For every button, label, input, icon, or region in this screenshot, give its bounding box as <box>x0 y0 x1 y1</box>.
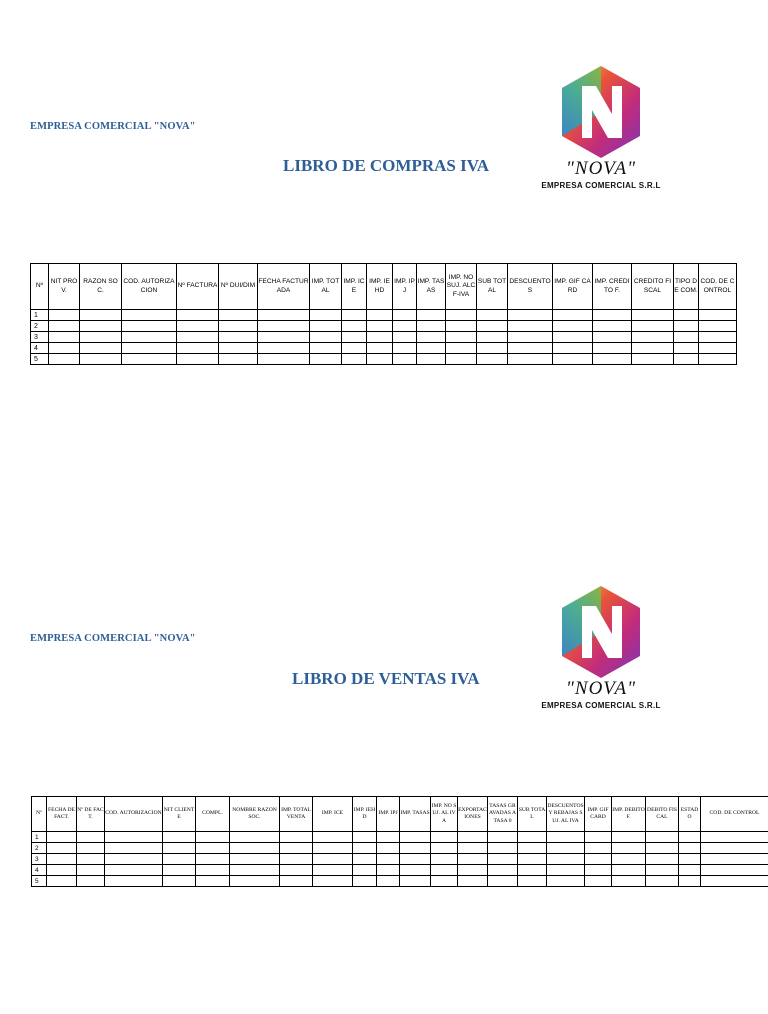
column-header: IMP. ICE <box>313 797 353 832</box>
table-cell[interactable] <box>646 832 679 843</box>
table-cell[interactable] <box>632 321 674 332</box>
table-cell[interactable] <box>699 310 737 321</box>
table-cell[interactable] <box>585 832 612 843</box>
column-header: IMP. CREDITO F. <box>593 264 632 310</box>
table-cell[interactable] <box>679 876 701 887</box>
table-cell[interactable] <box>674 310 699 321</box>
table-cell[interactable] <box>477 321 508 332</box>
table-cell[interactable] <box>219 332 258 343</box>
column-header: NOMBRE RAZON SOC. <box>230 797 280 832</box>
table-cell[interactable] <box>313 854 353 865</box>
table-cell[interactable] <box>400 854 431 865</box>
company-name-ventas: EMPRESA COMERCIAL "NOVA" <box>30 633 196 644</box>
table-cell[interactable] <box>219 343 258 354</box>
table-cell[interactable] <box>47 865 77 876</box>
table-row <box>32 865 768 876</box>
table-cell[interactable] <box>80 343 122 354</box>
table-cell[interactable] <box>280 843 313 854</box>
table-cell[interactable] <box>77 865 105 876</box>
table-cell[interactable] <box>258 332 310 343</box>
table-cell[interactable] <box>177 321 219 332</box>
table-cell[interactable] <box>258 343 310 354</box>
table-cell[interactable] <box>353 854 377 865</box>
column-header: SUB TOTAL <box>518 797 547 832</box>
table-cell[interactable] <box>699 354 737 365</box>
table-cell[interactable] <box>310 321 342 332</box>
table-cell[interactable] <box>80 310 122 321</box>
table-cell[interactable] <box>400 843 431 854</box>
table-cell[interactable] <box>393 332 417 343</box>
table-cell[interactable] <box>377 854 400 865</box>
table-cell[interactable] <box>477 332 508 343</box>
table-cell[interactable] <box>342 310 367 321</box>
table-cell[interactable] <box>400 876 431 887</box>
table-row <box>32 876 768 887</box>
row-number: 3 <box>32 854 47 865</box>
table-cell[interactable] <box>230 832 280 843</box>
column-header: Nº DUI/DIM <box>219 264 258 310</box>
table-cell[interactable] <box>177 343 219 354</box>
column-header: NIT PROV. <box>49 264 80 310</box>
nova-n-logo-icon <box>558 64 644 160</box>
table-cell[interactable] <box>400 832 431 843</box>
table-cell[interactable] <box>342 321 367 332</box>
table-cell[interactable] <box>508 310 553 321</box>
column-header: IMP. DEBITO F. <box>612 797 646 832</box>
table-cell[interactable] <box>547 854 585 865</box>
table-cell[interactable] <box>458 865 488 876</box>
table-cell[interactable] <box>417 310 446 321</box>
table-cell[interactable] <box>679 865 701 876</box>
column-header: CREDITO FISCAL <box>632 264 674 310</box>
table-cell[interactable] <box>196 865 230 876</box>
table-cell[interactable] <box>353 876 377 887</box>
table-cell[interactable] <box>458 832 488 843</box>
table-cell[interactable] <box>105 843 163 854</box>
table-cell[interactable] <box>593 354 632 365</box>
table-cell[interactable] <box>508 354 553 365</box>
table-cell[interactable] <box>163 865 196 876</box>
table-cell[interactable] <box>632 343 674 354</box>
table-cell[interactable] <box>431 854 458 865</box>
table-cell[interactable] <box>49 310 80 321</box>
table-cell[interactable] <box>458 843 488 854</box>
table-cell[interactable] <box>446 343 477 354</box>
table-cell[interactable] <box>280 854 313 865</box>
table-cell[interactable] <box>417 354 446 365</box>
table-cell[interactable] <box>553 310 593 321</box>
row-number: 1 <box>32 832 47 843</box>
table-cell[interactable] <box>646 876 679 887</box>
table-cell[interactable] <box>177 354 219 365</box>
column-header: IMP. GIF CARD <box>585 797 612 832</box>
table-cell[interactable] <box>77 843 105 854</box>
table-cell[interactable] <box>701 854 768 865</box>
column-header: FECHA DE FACT. <box>47 797 77 832</box>
table-cell[interactable] <box>417 321 446 332</box>
table-cell[interactable] <box>177 332 219 343</box>
table-row <box>31 354 737 365</box>
column-header: IMP. IEHD <box>353 797 377 832</box>
table-cell[interactable] <box>585 865 612 876</box>
table-row <box>32 854 768 865</box>
table-cell[interactable] <box>488 876 518 887</box>
table-cell[interactable] <box>417 343 446 354</box>
table-cell[interactable] <box>446 321 477 332</box>
table-cell[interactable] <box>377 832 400 843</box>
table-cell[interactable] <box>393 310 417 321</box>
table-cell[interactable] <box>313 832 353 843</box>
table-cell[interactable] <box>553 332 593 343</box>
column-header: IMP. TASAS <box>400 797 431 832</box>
table-cell[interactable] <box>547 865 585 876</box>
table-cell[interactable] <box>367 354 393 365</box>
table-cell[interactable] <box>310 343 342 354</box>
table-row <box>31 321 737 332</box>
table-cell[interactable] <box>280 876 313 887</box>
table-cell[interactable] <box>77 876 105 887</box>
table-cell[interactable] <box>105 854 163 865</box>
table-row <box>31 343 737 354</box>
table-cell[interactable] <box>49 343 80 354</box>
table-cell[interactable] <box>612 832 646 843</box>
table-cell[interactable] <box>367 321 393 332</box>
column-header: IMP. NO SUJ. ALCF-IVA <box>446 264 477 310</box>
column-header: DESCUENTOS <box>508 264 553 310</box>
table-cell[interactable] <box>585 854 612 865</box>
table-cell[interactable] <box>431 865 458 876</box>
table-row <box>32 832 768 843</box>
column-header: DEBITO FISCAL <box>646 797 679 832</box>
table-cell[interactable] <box>122 310 177 321</box>
table-cell[interactable] <box>367 343 393 354</box>
company-logo-compras <box>526 64 676 190</box>
table-cell[interactable] <box>196 876 230 887</box>
table-cell[interactable] <box>80 321 122 332</box>
table-cell[interactable] <box>508 332 553 343</box>
table-cell[interactable] <box>518 832 547 843</box>
column-header: IMP. TASAS <box>417 264 446 310</box>
table-cell[interactable] <box>342 332 367 343</box>
row-number: 2 <box>31 321 49 332</box>
table-row <box>31 310 737 321</box>
table-cell[interactable] <box>632 354 674 365</box>
table-cell[interactable] <box>679 854 701 865</box>
table-cell[interactable] <box>508 343 553 354</box>
table-cell[interactable] <box>230 865 280 876</box>
table-cell[interactable] <box>393 321 417 332</box>
column-header: EXPORTACIONES <box>458 797 488 832</box>
table-cell[interactable] <box>353 865 377 876</box>
table-cell[interactable] <box>49 332 80 343</box>
table-cell[interactable] <box>477 310 508 321</box>
column-header: IMP. NO SUJ. AL IVA <box>431 797 458 832</box>
table-cell[interactable] <box>612 854 646 865</box>
table-cell[interactable] <box>313 843 353 854</box>
row-number: 1 <box>31 310 49 321</box>
table-cell[interactable] <box>612 843 646 854</box>
table-cell[interactable] <box>699 321 737 332</box>
table-cell[interactable] <box>230 854 280 865</box>
table-cell[interactable] <box>518 865 547 876</box>
column-header: TIPO DE COM. <box>674 264 699 310</box>
company-logo-ventas <box>526 584 676 710</box>
table-cell[interactable] <box>431 843 458 854</box>
table-cell[interactable] <box>122 321 177 332</box>
column-header: DESCUENTOS Y REBAJAS SUJ. AL IVA <box>547 797 585 832</box>
column-header: IMP. GIF CARD <box>553 264 593 310</box>
logo-brand-text: "NOVA" <box>565 158 637 179</box>
table-cell[interactable] <box>679 832 701 843</box>
column-header: IMP. IPJ <box>393 264 417 310</box>
table-cell[interactable] <box>80 332 122 343</box>
table-cell[interactable] <box>458 876 488 887</box>
row-number: 3 <box>31 332 49 343</box>
table-cell[interactable] <box>488 865 518 876</box>
table-cell[interactable] <box>377 843 400 854</box>
table-cell[interactable] <box>47 854 77 865</box>
table-cell[interactable] <box>674 332 699 343</box>
table-cell[interactable] <box>553 354 593 365</box>
column-header: FECHA FACTURADA <box>258 264 310 310</box>
table-cell[interactable] <box>80 354 122 365</box>
table-cell[interactable] <box>400 865 431 876</box>
table-cell[interactable] <box>646 843 679 854</box>
table-cell[interactable] <box>593 332 632 343</box>
table-cell[interactable] <box>701 843 768 854</box>
table-cell[interactable] <box>593 321 632 332</box>
row-number: 4 <box>31 343 49 354</box>
table-cell[interactable] <box>679 843 701 854</box>
table-cell[interactable] <box>518 854 547 865</box>
table-cell[interactable] <box>417 332 446 343</box>
table-row <box>31 332 737 343</box>
ventas-header-row <box>32 797 768 832</box>
table-cell[interactable] <box>547 832 585 843</box>
column-header: COMPL. <box>196 797 230 832</box>
table-cell[interactable] <box>446 332 477 343</box>
table-cell[interactable] <box>431 832 458 843</box>
table-cell[interactable] <box>632 332 674 343</box>
table-cell[interactable] <box>701 876 768 887</box>
column-header: TASAS GRAVADAS A TASA 0 <box>488 797 518 832</box>
table-cell[interactable] <box>646 865 679 876</box>
column-header: IMP. TOTAL <box>310 264 342 310</box>
compras-title: LIBRO DE COMPRAS IVA <box>283 156 490 175</box>
table-cell[interactable] <box>518 843 547 854</box>
table-cell[interactable] <box>105 832 163 843</box>
table-cell[interactable] <box>77 854 105 865</box>
table-cell[interactable] <box>518 876 547 887</box>
row-number: 4 <box>32 865 47 876</box>
table-cell[interactable] <box>177 310 219 321</box>
table-cell[interactable] <box>163 854 196 865</box>
table-cell[interactable] <box>674 354 699 365</box>
column-header: NIT CLIENTE <box>163 797 196 832</box>
table-cell[interactable] <box>431 876 458 887</box>
table-cell[interactable] <box>47 843 77 854</box>
ventas-table <box>31 796 768 887</box>
column-header: IMP. ICE <box>342 264 367 310</box>
table-cell[interactable] <box>553 321 593 332</box>
table-cell[interactable] <box>508 321 553 332</box>
row-number: 5 <box>31 354 49 365</box>
table-cell[interactable] <box>342 343 367 354</box>
column-header: COD. AUTORIZACION <box>122 264 177 310</box>
column-header: IMP. IPJ <box>377 797 400 832</box>
table-cell[interactable] <box>280 865 313 876</box>
logo-brand-text: "NOVA" <box>565 678 637 699</box>
table-cell[interactable] <box>377 876 400 887</box>
table-cell[interactable] <box>674 343 699 354</box>
column-header: Nº <box>32 797 47 832</box>
table-cell[interactable] <box>477 343 508 354</box>
table-cell[interactable] <box>163 876 196 887</box>
compras-header-row <box>31 264 737 310</box>
table-cell[interactable] <box>258 354 310 365</box>
table-cell[interactable] <box>163 832 196 843</box>
table-cell[interactable] <box>488 832 518 843</box>
table-cell[interactable] <box>163 843 196 854</box>
table-cell[interactable] <box>122 343 177 354</box>
column-header: Nº DE FACT. <box>77 797 105 832</box>
table-cell[interactable] <box>219 354 258 365</box>
table-cell[interactable] <box>49 354 80 365</box>
table-cell[interactable] <box>219 310 258 321</box>
table-cell[interactable] <box>585 876 612 887</box>
column-header: Nº <box>31 264 49 310</box>
column-header: Nº FACTURA <box>177 264 219 310</box>
table-cell[interactable] <box>313 865 353 876</box>
table-cell[interactable] <box>553 343 593 354</box>
table-cell[interactable] <box>49 321 80 332</box>
column-header: COD. DE CONTROL <box>699 264 737 310</box>
table-cell[interactable] <box>310 310 342 321</box>
table-cell[interactable] <box>593 310 632 321</box>
table-cell[interactable] <box>122 332 177 343</box>
table-cell[interactable] <box>632 310 674 321</box>
column-header: IMP. IEHD <box>367 264 393 310</box>
column-header: IMP. TOTAL VENTA <box>280 797 313 832</box>
table-cell[interactable] <box>105 865 163 876</box>
table-cell[interactable] <box>196 843 230 854</box>
column-header: ESTADO <box>679 797 701 832</box>
table-cell[interactable] <box>367 332 393 343</box>
table-cell[interactable] <box>701 865 768 876</box>
column-header: COD. DE CONTROL <box>701 797 768 832</box>
table-cell[interactable] <box>377 865 400 876</box>
table-cell[interactable] <box>230 843 280 854</box>
table-cell[interactable] <box>353 832 377 843</box>
table-cell[interactable] <box>310 354 342 365</box>
table-cell[interactable] <box>105 876 163 887</box>
table-row <box>32 843 768 854</box>
table-cell[interactable] <box>230 876 280 887</box>
table-cell[interactable] <box>77 832 105 843</box>
table-cell[interactable] <box>47 832 77 843</box>
table-cell[interactable] <box>122 354 177 365</box>
nova-n-logo-icon <box>558 584 644 680</box>
table-cell[interactable] <box>458 854 488 865</box>
table-cell[interactable] <box>674 321 699 332</box>
column-header: SUB TOTAL <box>477 264 508 310</box>
table-cell[interactable] <box>196 832 230 843</box>
table-cell[interactable] <box>699 343 737 354</box>
table-cell[interactable] <box>342 354 367 365</box>
table-cell[interactable] <box>593 343 632 354</box>
table-cell[interactable] <box>310 332 342 343</box>
table-cell[interactable] <box>446 354 477 365</box>
logo-subtitle: EMPRESA COMERCIAL S.R.L <box>541 181 661 190</box>
table-cell[interactable] <box>547 843 585 854</box>
table-cell[interactable] <box>219 321 258 332</box>
table-cell[interactable] <box>280 832 313 843</box>
compras-table <box>30 263 737 365</box>
table-cell[interactable] <box>585 843 612 854</box>
table-cell[interactable] <box>196 854 230 865</box>
table-cell[interactable] <box>488 843 518 854</box>
table-cell[interactable] <box>646 854 679 865</box>
row-number: 2 <box>32 843 47 854</box>
table-cell[interactable] <box>612 865 646 876</box>
table-cell[interactable] <box>701 832 768 843</box>
table-cell[interactable] <box>313 876 353 887</box>
table-cell[interactable] <box>547 876 585 887</box>
table-cell[interactable] <box>612 876 646 887</box>
table-cell[interactable] <box>699 332 737 343</box>
logo-subtitle: EMPRESA COMERCIAL S.R.L <box>541 701 661 710</box>
table-cell[interactable] <box>258 310 310 321</box>
row-number: 5 <box>32 876 47 887</box>
table-cell[interactable] <box>258 321 310 332</box>
table-cell[interactable] <box>393 354 417 365</box>
table-cell[interactable] <box>477 354 508 365</box>
table-cell[interactable] <box>446 310 477 321</box>
table-cell[interactable] <box>367 310 393 321</box>
table-cell[interactable] <box>393 343 417 354</box>
table-cell[interactable] <box>488 854 518 865</box>
ventas-title: LIBRO DE VENTAS IVA <box>292 669 480 688</box>
table-cell[interactable] <box>47 876 77 887</box>
column-header: RAZON SOC. <box>80 264 122 310</box>
company-name-compras: EMPRESA COMERCIAL "NOVA" <box>30 121 196 132</box>
table-cell[interactable] <box>353 843 377 854</box>
column-header: COD. AUTORIZACION <box>105 797 163 832</box>
